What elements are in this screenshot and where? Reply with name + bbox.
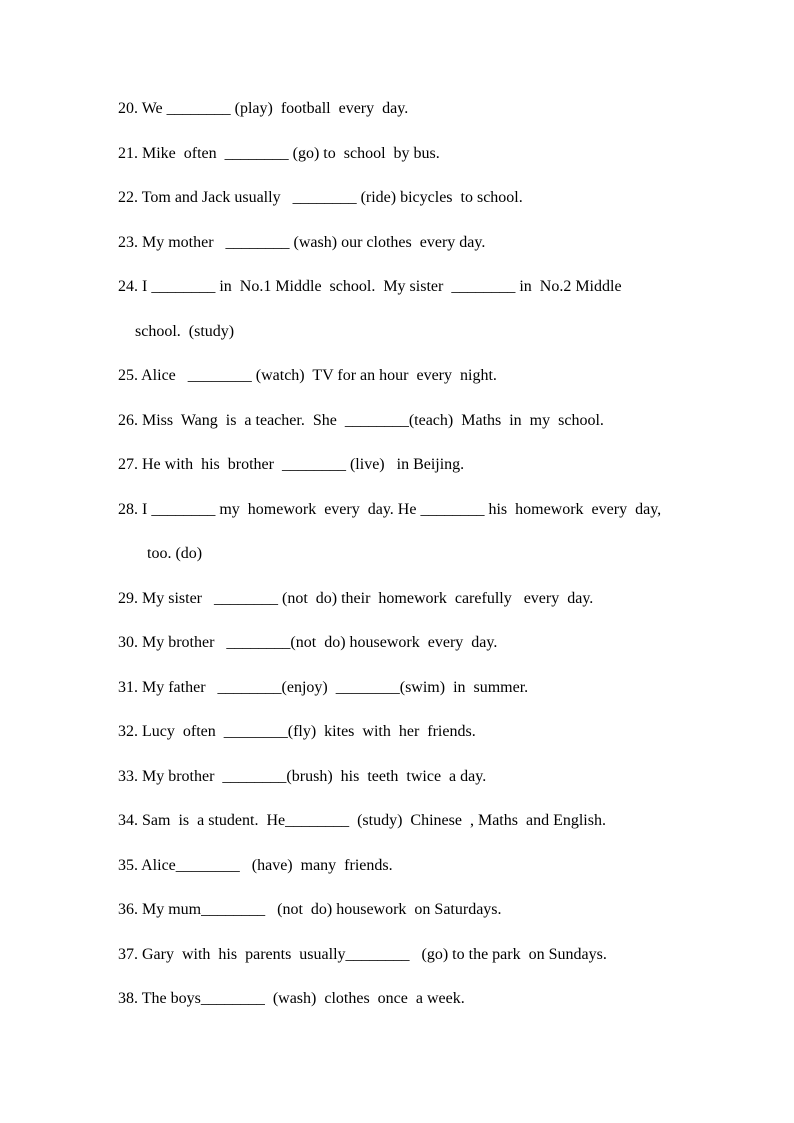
exercise-line-29: 29. My sister ________ (not do) their homework carefully every day. bbox=[118, 589, 594, 607]
exercise-line-27: 27. He with his brother ________ (live) in Beijing. bbox=[118, 456, 465, 473]
exercise-line-31: 31. My father ________(enjoy) ________(swim) in summer. bbox=[118, 678, 529, 696]
exercise-line-35: 35. Alice________ (have) many friends. bbox=[118, 856, 393, 874]
exercise-line-24: 24. I ________ in No.1 Middle school. My sister ________ in No.2 Middle bbox=[118, 278, 622, 295]
exercise-line-33: 33. My brother ________(brush) his teeth twice a day. bbox=[118, 767, 487, 785]
exercise-line-25: 25. Alice ________ (watch) TV for an hour every night. bbox=[118, 367, 497, 384]
exercise-line-37: 37. Gary with his parents usually________ (go) to the park on Sundays. bbox=[118, 945, 607, 963]
exercise-line-22: 22. Tom and Jack usually ________ (ride) bicycles to school. bbox=[118, 189, 523, 206]
exercise-line-34: 34. Sam is a student. He________ (study) Chinese , Maths and English. bbox=[118, 812, 606, 829]
worksheet-body bbox=[118, 87, 754, 1022]
exercise-line-20: 20. We ________ (play) football every day. bbox=[118, 100, 409, 117]
exercise-line-28: 28. I ________ my homework every day. He ________ his homework every day, bbox=[118, 500, 662, 518]
exercise-line-23: 23. My mother ________ (wash) our clothes every day. bbox=[118, 233, 486, 251]
exercise-line-38: 38. The boys________ (wash) clothes once a week. bbox=[118, 990, 465, 1007]
exercise-line-28-continued: too. (do) bbox=[147, 545, 203, 562]
exercise-line-30: 30. My brother ________(not do) housework every day. bbox=[118, 634, 498, 651]
exercise-line-21: 21. Mike often ________ (go) to school by bus. bbox=[118, 144, 440, 162]
exercise-line-26: 26. Miss Wang is a teacher. She ________(teach) Maths in my school. bbox=[118, 411, 604, 429]
exercise-line-32: 32. Lucy often ________(fly) kites with her friends. bbox=[118, 723, 476, 740]
exercise-line-36: 36. My mum________ (not do) housework on Saturdays. bbox=[118, 901, 502, 918]
exercise-line-24-continued: school. (study) bbox=[135, 322, 235, 340]
